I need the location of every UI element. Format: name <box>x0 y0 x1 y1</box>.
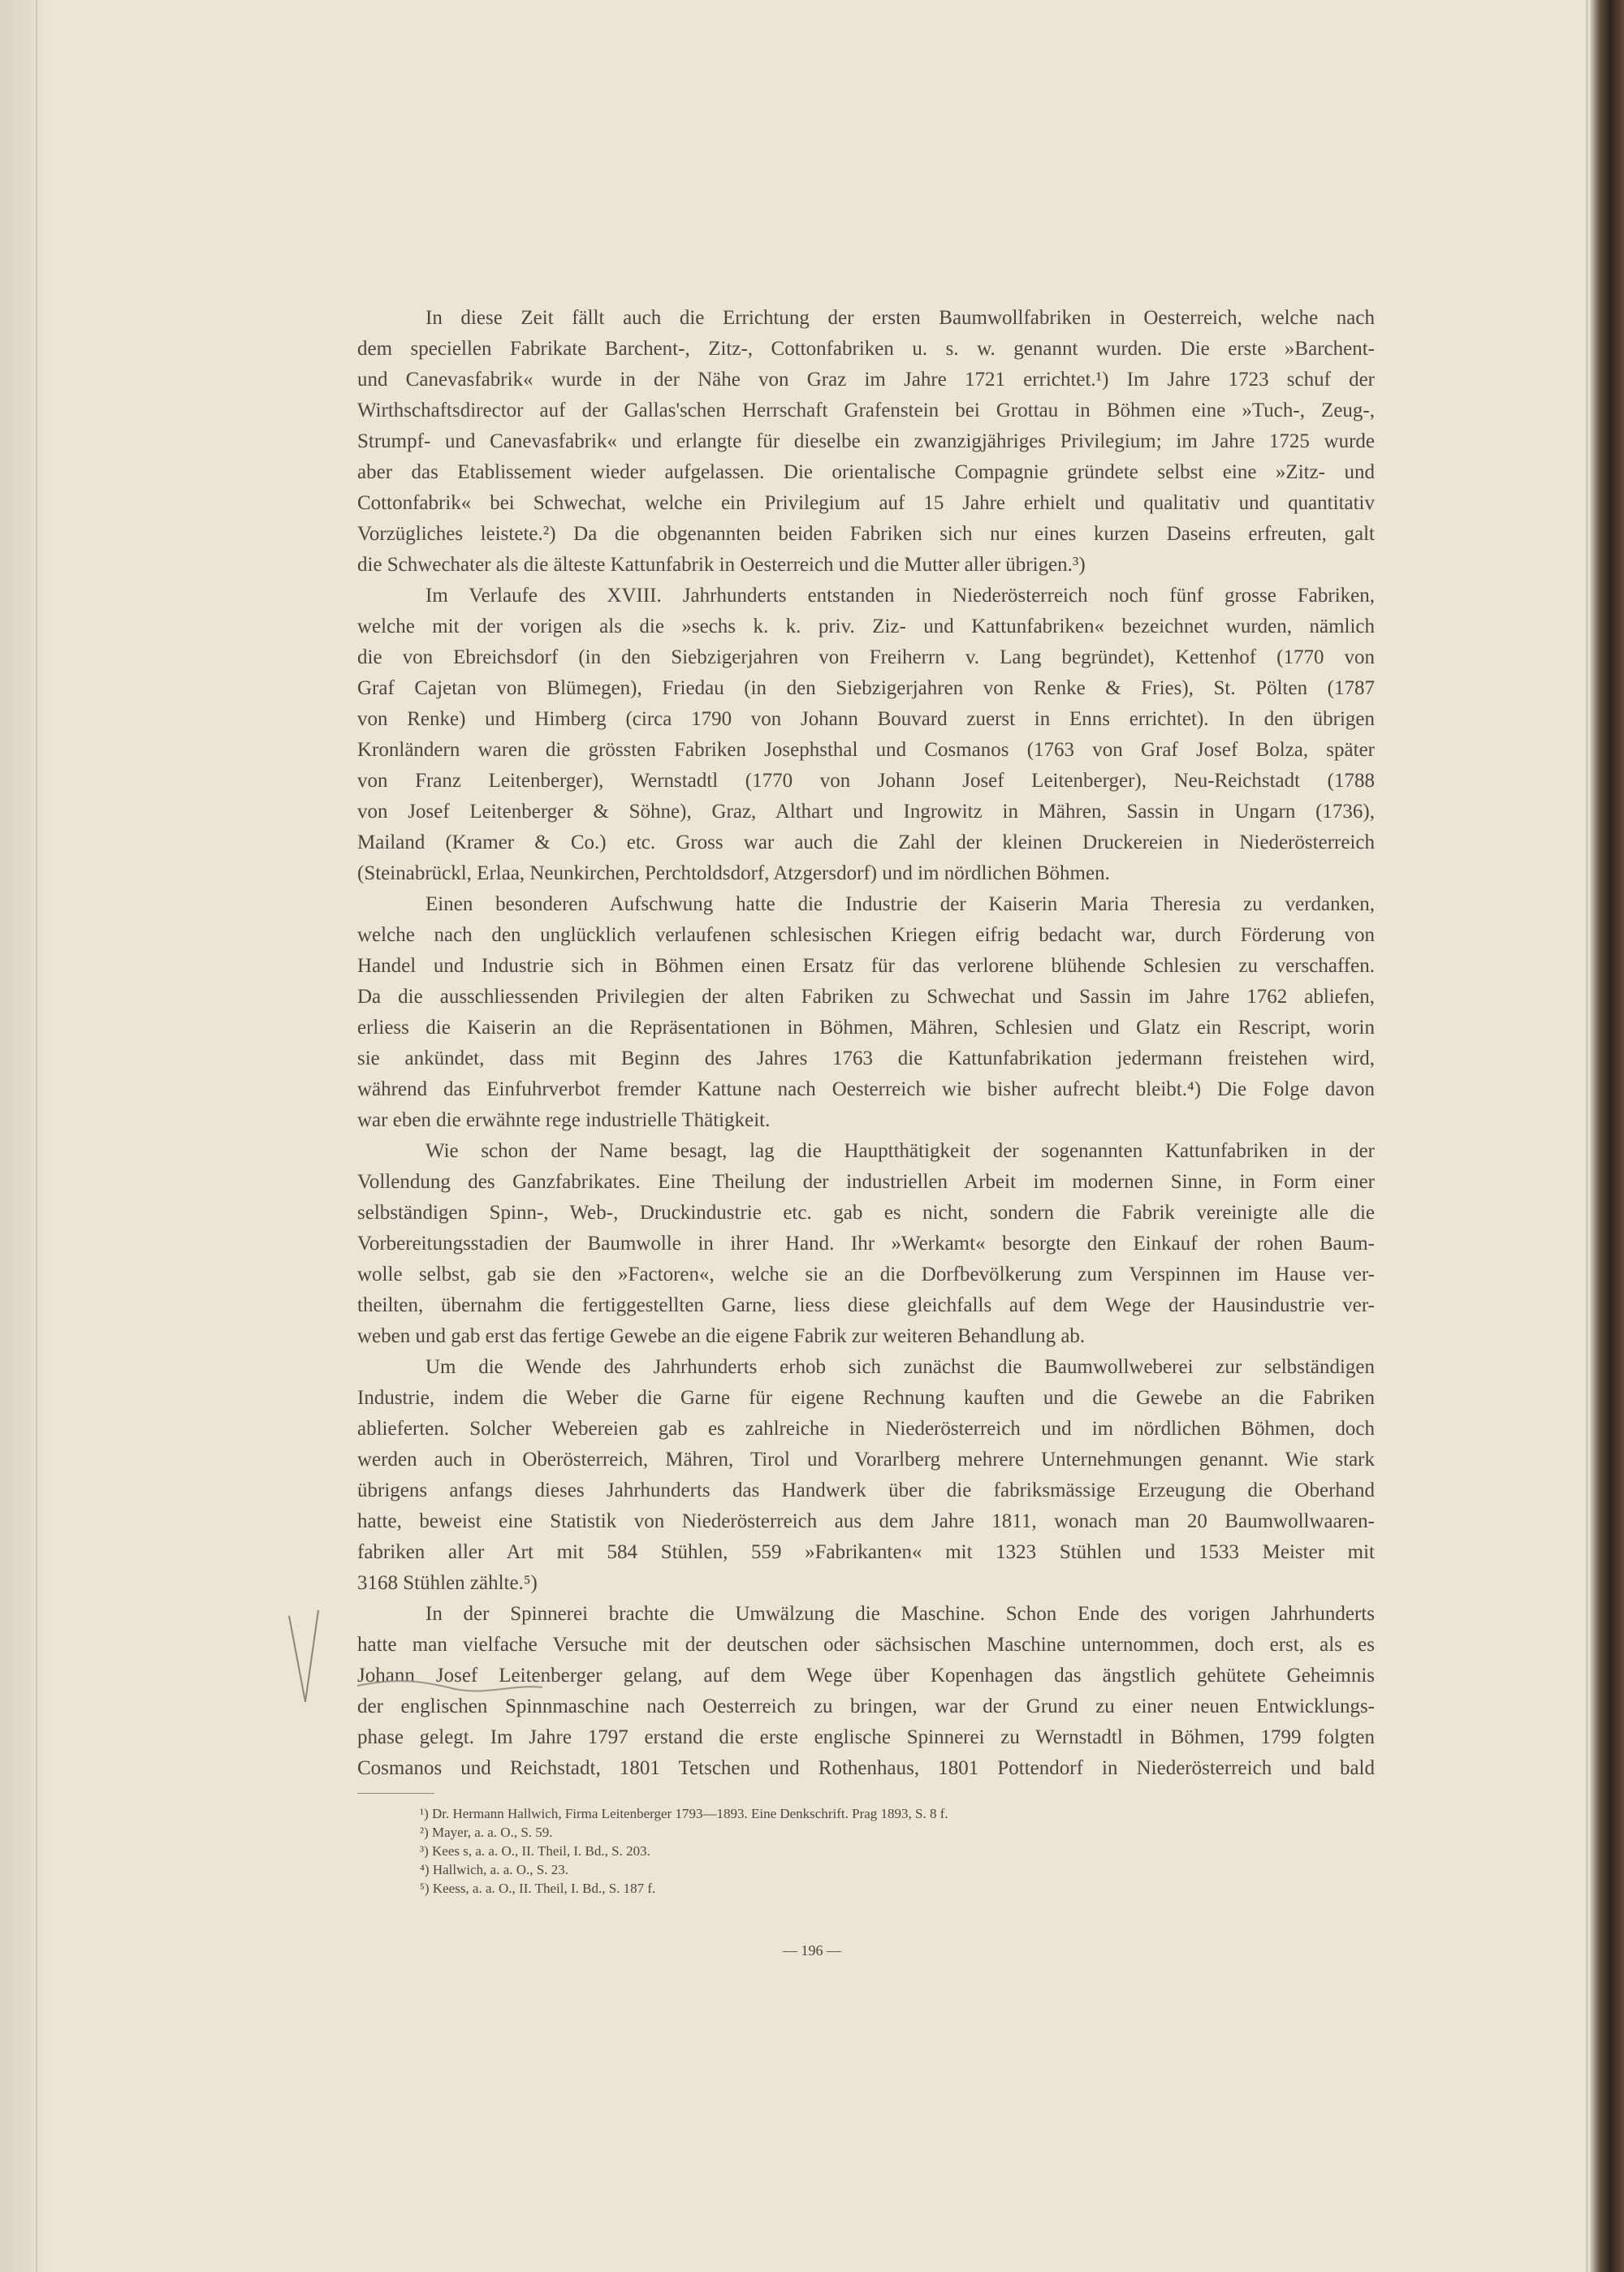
footnote: ²) Mayer, a. a. O., S. 59. <box>420 1825 553 1840</box>
text-line: Cottonfabrik« bei Schwechat, welche ein Privilegium auf 15 Jahre erhielt und qualitativ und quantitativ <box>357 492 1375 514</box>
text-line: hatte, beweist eine Statistik von Niederösterreich aus dem Jahre 1811, wonach man 20 Baumwollwaaren- <box>357 1510 1375 1532</box>
text-line: Vollendung des Ganzfabrikates. Eine Theilung der industriellen Arbeit im modernen Sinne, in Form einer <box>357 1171 1375 1193</box>
page-number: — 196 — <box>783 1942 841 1959</box>
text-line: wolle selbst, gab sie den »Factoren«, welche sie an die Dorfbevölkerung zum Verspinnen im Hause ver- <box>357 1263 1375 1285</box>
text-line: die von Ebreichsdorf (in den Siebzigerjahren von Freiherrn v. Lang begründet), Kettenhof (1770 von <box>357 646 1375 668</box>
text-line: Graf Cajetan von Blümegen), Friedau (in den Siebzigerjahren von Renke & Fries), St. Pölten (1787 <box>357 677 1375 699</box>
text-line: phase gelegt. Im Jahre 1797 erstand die erste englische Spinnerei zu Wernstadtl in Böhmen, 1799 folgten <box>357 1726 1375 1748</box>
text-line: von Renke) und Himberg (circa 1790 von Johann Bouvard zuerst in Enns errichtet). In den übrigen <box>357 708 1375 730</box>
text-line: erliess die Kaiserin an die Repräsentationen in Böhmen, Mähren, Schlesien und Glatz ein Rescript, worin <box>357 1017 1375 1039</box>
text-line: Strumpf- und Canevasfabrik« und erlangte für dieselbe ein zwanzigjähriges Privilegium; im Jahre 1725 wurde <box>357 430 1375 452</box>
text-line: Vorbereitungsstadien der Baumwolle in ihrer Hand. Ihr »Werkamt« besorgte den Einkauf der rohen Baum- <box>357 1233 1375 1255</box>
text-line: fabriken aller Art mit 584 Stühlen, 559 »Fabrikanten« mit 1323 Stühlen und 1533 Meister mit <box>357 1541 1375 1563</box>
text-line: In der Spinnerei brachte die Umwälzung die Maschine. Schon Ende des vorigen Jahrhunderts <box>425 1603 1375 1625</box>
text-line: war eben die erwähnte rege industrielle Thätigkeit. <box>357 1109 771 1131</box>
text-line: Industrie, indem die Weber die Garne für eigene Rechnung kauften und die Gewebe an die Fabriken <box>357 1387 1375 1409</box>
text-line: Cosmanos und Reichstadt, 1801 Tetschen und Rothenhaus, 1801 Pottendorf in Niederösterreich und bald <box>357 1757 1375 1779</box>
text-line: Johann Josef Leitenberger gelang, auf dem Wege über Kopenhagen das ängstlich gehütete Geheimnis <box>357 1665 1375 1687</box>
text-line: In diese Zeit fällt auch die Errichtung der ersten Baumwollfabriken in Oesterreich, welche nach <box>425 307 1375 329</box>
text-line: während das Einfuhrverbot fremder Kattune nach Oesterreich wie bisher aufrecht bleibt.⁴) Die Folge davon <box>357 1078 1375 1100</box>
text-line: von Josef Leitenberger & Söhne), Graz, Althart und Ingrowitz in Mähren, Sassin in Ungarn (1736), <box>357 801 1375 823</box>
text-line: Mailand (Kramer & Co.) etc. Gross war auch die Zahl der kleinen Druckereien in Niederösterreich <box>357 831 1375 853</box>
footnote: ¹) Dr. Hermann Hallwich, Firma Leitenberger 1793—1893. Eine Denkschrift. Prag 1893, S. 8 f. <box>420 1806 948 1821</box>
text-line: Wirthschaftsdirector auf der Gallas'schen Herrschaft Grafenstein bei Grottau in Böhmen eine »Tuch-, Zeug-, <box>357 400 1375 421</box>
text-line: theilten, übernahm die fertiggestellten Garne, liess diese gleichfalls auf dem Wege der Hausindustrie ver- <box>357 1294 1375 1316</box>
text-line: von Franz Leitenberger), Wernstadtl (1770 von Johann Josef Leitenberger), Neu-Reichstadt (1788 <box>357 770 1375 792</box>
text-line: Kronländern waren die grössten Fabriken Josephsthal und Cosmanos (1763 von Graf Josef Bolza, später <box>357 739 1375 761</box>
text-line: Im Verlaufe des XVIII. Jahrhunderts entstanden in Niederösterreich noch fünf grosse Fabriken, <box>425 585 1375 607</box>
text-line: Wie schon der Name besagt, lag die Hauptthätigkeit der sogenannten Kattunfabriken in der <box>425 1140 1375 1162</box>
text-line: Da die ausschliessenden Privilegien der alten Fabriken zu Schwechat und Sassin im Jahre 1762 abliefen, <box>357 986 1375 1008</box>
text-line: selbständigen Spinn-, Web-, Druckindustrie etc. gab es nicht, sondern die Fabrik vereinigte alle die <box>357 1202 1375 1224</box>
text-line: Um die Wende des Jahrhunderts erhob sich zunächst die Baumwollweberei zur selbständigen <box>425 1356 1375 1378</box>
footnote: ⁵) Keess, a. a. O., II. Theil, I. Bd., S. 187 f. <box>420 1881 656 1896</box>
text-line: aber das Etablissement wieder aufgelassen. Die orientalische Compagnie gründete selbst eine »Zitz- und <box>357 461 1375 483</box>
pencil-check-mark <box>289 1610 318 1702</box>
text-line: der englischen Spinnmaschine nach Oesterreich zu bringen, war der Grund zu einer neuen Entwicklungs- <box>357 1695 1375 1717</box>
text-line: und Canevasfabrik« wurde in der Nähe von Graz im Jahre 1721 errichtet.¹) Im Jahre 1723 schuf der <box>357 369 1375 391</box>
footnote: ³) Kees s, a. a. O., II. Theil, I. Bd., S. 203. <box>420 1843 650 1859</box>
text-line: ablieferten. Solcher Webereien gab es zahlreiche in Niederösterreich und im nördlichen Böhmen, doch <box>357 1418 1375 1440</box>
text-line: übrigens anfangs dieses Jahrhunderts das Handwerk über die fabriksmässige Erzeugung die Oberhand <box>357 1479 1375 1501</box>
text-line: die Schwechater als die älteste Kattunfabrik in Oesterreich und die Mutter aller übrigen.³) <box>357 554 1086 576</box>
text-line: (Steinabrückl, Erlaa, Neunkirchen, Perchtoldsdorf, Atzgersdorf) und im nördlichen Böhmen. <box>357 862 1110 884</box>
text-line: sie ankündet, dass mit Beginn des Jahres 1763 die Kattunfabrikation jedermann freistehen wird, <box>357 1047 1375 1069</box>
text-line: Vorzügliches leistete.²) Da die obgenannten beiden Fabriken sich nur eines kurzen Daseins erfreuten, galt <box>357 523 1375 545</box>
text-line: hatte man vielfache Versuche mit der deutschen oder sächsischen Maschine unternommen, doch erst, als es <box>357 1634 1375 1656</box>
text-line: weben und gab erst das fertige Gewebe an die eigene Fabrik zur weiteren Behandlung ab. <box>357 1325 1086 1347</box>
footnote: ⁴) Hallwich, a. a. O., S. 23. <box>420 1862 568 1877</box>
text-line: dem speciellen Fabrikate Barchent-, Zitz-, Cottonfabriken u. s. w. genannt wurden. Die erste »Barchent- <box>357 338 1375 360</box>
text-line: welche mit der vorigen als die »sechs k. k. priv. Ziz- und Kattunfabriken« bezeichnet wurden, nämlich <box>357 616 1375 637</box>
pencil-underline <box>357 1681 542 1691</box>
text-line: 3168 Stühlen zählte.⁵) <box>357 1572 538 1594</box>
text-line: Einen besonderen Aufschwung hatte die Industrie der Kaiserin Maria Theresia zu verdanken, <box>425 893 1375 915</box>
text-line: Handel und Industrie sich in Böhmen einen Ersatz für das verlorene blühende Schlesien zu verschaffen. <box>357 955 1375 977</box>
text-line: welche nach den unglücklich verlaufenen schlesischen Kriegen eifrig bedacht war, durch Förderung von <box>357 924 1375 946</box>
text-line: werden auch in Oberösterreich, Mähren, Tirol und Vorarlberg mehrere Unternehmungen genannt. Wie stark <box>357 1449 1375 1471</box>
